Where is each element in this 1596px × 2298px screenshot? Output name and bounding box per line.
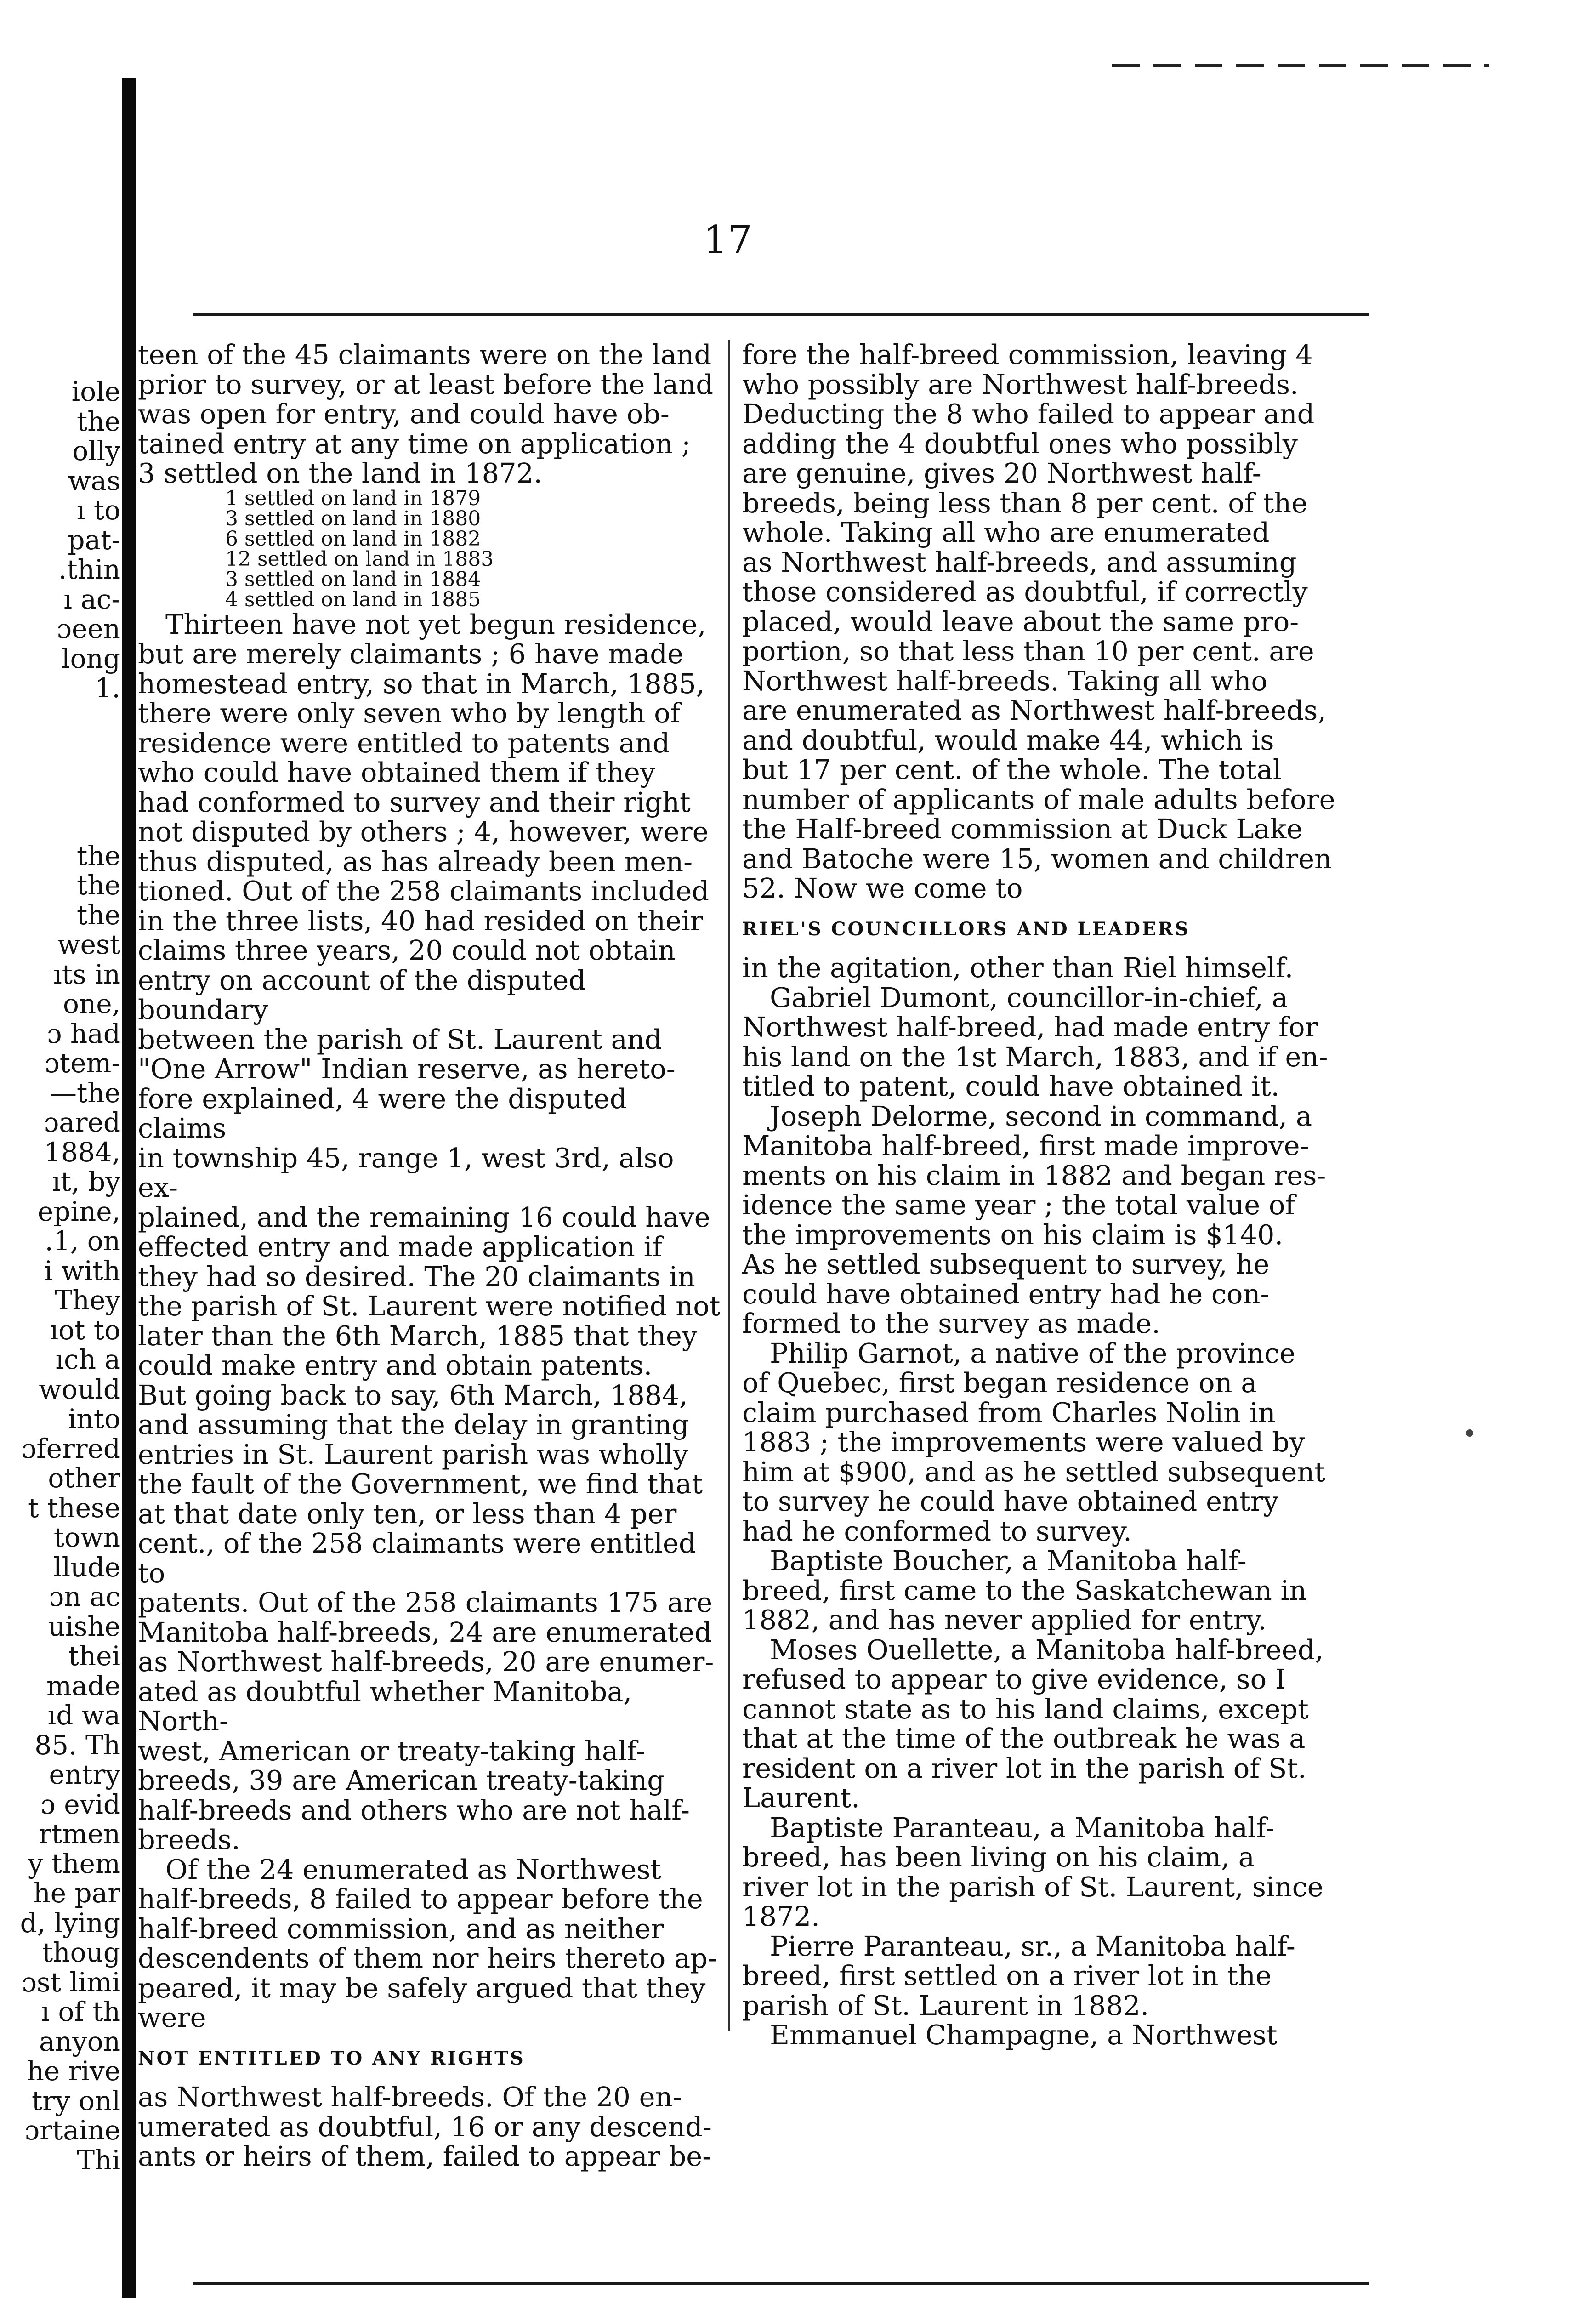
edge-fragment: ɔ evid [40, 1788, 120, 1820]
settlement-item: 12 settled on land in 1883 [225, 547, 494, 571]
right-section-heading: RIEL'S COUNCILLORS AND LEADERS [742, 918, 1190, 940]
edge-fragment: pat- [68, 524, 120, 556]
right-paragraph-10: Emmanuel Champagne, a Northwest [770, 2019, 1278, 2051]
edge-fragment: the [77, 899, 120, 931]
edge-fragment: ıd wa [47, 1700, 120, 1731]
edge-gap [0, 703, 120, 841]
edge-fragment: epine, [37, 1195, 120, 1227]
edge-fragment: uishe [48, 1610, 120, 1642]
edge-fragment: ɔst limi [22, 1966, 120, 1998]
edge-fragment: the [77, 870, 120, 901]
settlement-list [225, 486, 721, 611]
edge-fragment: .thin [58, 554, 120, 585]
left-section-heading: NOT ENTITLED TO ANY RIGHTS [138, 2047, 525, 2069]
edge-fragment: ɔferred [21, 1433, 120, 1464]
right-paragraph-9: Pierre Paranteau, sr., a Manitoba half- breed, first settled on a river lot in the parish of St. Laurent in 1882. [742, 1930, 1295, 2021]
binding-shadow [122, 78, 136, 2298]
edge-fragment: he par [33, 1877, 120, 1909]
edge-fragment: the [77, 405, 120, 437]
edge-fragment: olly [72, 435, 120, 466]
edge-fragment: 85. Th [34, 1729, 120, 1761]
edge-fragment: ıts in [53, 958, 120, 990]
edge-fragment: ɔn ac [49, 1581, 120, 1612]
top-edge-dashes [1112, 64, 1489, 67]
settlement-item: 3 settled on land in 1884 [225, 567, 481, 591]
edge-fragment: try onl [31, 2085, 120, 2116]
left-paragraph-2: Thirteen have not yet begun residence, but are merely claimants ; 6 have made homestead entry, so that in March, 1885, there were only seven who by length of residence were entitled to patents and who could have obtained them if they had conformed to survey and their right not disputed by others ; 4, however, were thus disputed, as has already been men- tioned. Out of the 258 claimants included in the three lists, 40 had resided on their claims three years, 20 could not obtain entry on account of the disputed boundary between the parish of St. Laurent and "One Arrow" Indian reserve, as hereto- fore explained, 4 were the disputed claims in township 45, range 1, west 3rd, also ex- plained, and the remaining 16 could have effected entry and made application if they had so desired. The 20 claimants in the parish of St. Laurent were notified not later than the 6th March, 1885 that they could make entry and obtain patents. But going back to say, 6th March, 1884, and assuming that the delay in granting entries in St. Laurent parish was wholly the fault of the Government, we find that at that date only ten, or less than 4 per cent., of the 258 claimants were entitled to patents. Out of the 258 claimants 175 are Manitoba half-breeds, 24 are enumerated as Northwest half-breeds, 20 are enumer- ated as doubtful whether Manitoba, North- west, American or treaty-taking half- breeds, 39 are American treaty-taking half-breeds and others who are not half- breeds. [138, 608, 721, 1855]
right-paragraph-3: Gabriel Dumont, councillor-in-chief, a Northwest half-breed, had made entry for his land on the 1st March, 1883, and if en- titled to patent, could have obtained it. [742, 981, 1328, 1102]
edge-fragment: ıt, by [52, 1166, 120, 1197]
edge-fragment: into [68, 1403, 120, 1434]
left-paragraph-4: as Northwest half-breeds. Of the 20 en- umerated as doubtful, 16 or any descend- ants or heirs of them, failed to appear be- [138, 2081, 712, 2172]
edge-fragment: They [54, 1285, 120, 1316]
right-paragraph-8: Baptiste Paranteau, a Manitoba half- breed, has been living on his claim, a river lot in the parish of St. Laurent, since 1872. [742, 1811, 1323, 1932]
edge-fragment: 1884, [44, 1136, 120, 1168]
page-number: 17 [703, 217, 752, 262]
edge-fragment: ı to [76, 495, 120, 526]
settlement-item: 6 settled on land in 1882 [225, 527, 481, 551]
edge-fragment: ı of th [41, 1996, 120, 2027]
edge-fragment: ı ac- [63, 583, 120, 615]
edge-fragment: entry [49, 1759, 120, 1790]
edge-fragment: t these [28, 1492, 120, 1524]
edge-fragment: other [48, 1462, 120, 1494]
right-column [742, 340, 1363, 2050]
edge-fragment: ıch a [55, 1344, 120, 1375]
edge-fragment: thei [68, 1640, 120, 1672]
edge-fragment: .1, on [45, 1225, 120, 1257]
edge-fragment: ıot to [50, 1314, 120, 1346]
left-paragraph-3: Of the 24 enumerated as Northwest half-breeds, 8 failed to appear before the half-breed commission, and as neither descendents of them nor heirs thereto ap- peared, it may be safely argued that they were [138, 1853, 717, 2033]
previous-page-edge-text [0, 377, 120, 2175]
edge-fragment: the [77, 840, 120, 871]
edge-fragment: llude [53, 1551, 120, 1583]
edge-fragment: ɔ had [47, 1018, 120, 1049]
column-divider [728, 340, 730, 2031]
edge-fragment: ɔeen [57, 613, 120, 644]
right-paragraph-7: Moses Ouellette, a Manitoba half-breed, refused to appear to give evidence, so I cannot state as to his land claims, except that at the time of the outbreak he was a resident on a river lot in the parish of St. Laurent. [742, 1633, 1324, 1814]
edge-fragment: 1. [95, 672, 120, 704]
edge-fragment: i with [44, 1255, 120, 1286]
edge-fragment: would [39, 1373, 120, 1405]
edge-fragment: he rive [27, 2055, 120, 2087]
edge-fragment: d, lying [20, 1907, 120, 1939]
edge-fragment: Thi [77, 2144, 120, 2175]
footer-rule [193, 2282, 1369, 2285]
ink-speck [1466, 1429, 1473, 1437]
edge-fragment: town [53, 1522, 120, 1553]
edge-fragment: y them [28, 1848, 120, 1879]
edge-fragment: thoug [42, 1937, 120, 1968]
settlement-item: 4 settled on land in 1885 [225, 587, 481, 611]
left-paragraph-1: teen of the 45 claimants were on the land prior to survey, or at least before the land was open for entry, and could have ob- tained entry at any time on application ; 3 settled on the land in 1872. [138, 339, 713, 489]
edge-fragment: was [68, 465, 120, 496]
right-paragraph-4: Joseph Delorme, second in command, a Manitoba half-breed, first made improve- ments on his claim in 1882 and began res- idence the same year ; the total value of the improvements on his claim is $140. As he settled subsequent to survey, he could have obtained entry had he con- formed to the survey as made. [742, 1100, 1326, 1339]
edge-fragment: west [57, 929, 120, 960]
edge-fragment: rtmen [39, 1818, 120, 1849]
right-paragraph-2: in the agitation, other than Riel himself. [742, 952, 1294, 984]
edge-fragment: anyon [39, 2025, 120, 2057]
right-paragraph-6: Baptiste Boucher, a Manitoba half- breed, first came to the Saskatchewan in 1882, and has never applied for entry. [742, 1545, 1307, 1636]
edge-fragment: ɔrtaine [24, 2115, 120, 2146]
right-paragraph-1: fore the half-breed commission, leaving 4 who possibly are Northwest half-breeds. Deducting the 8 who failed to appear and adding the 4 doubtful ones who possibly are genuine, gives 20 Northwest half- breeds, being less than 8 per cent. of the whole. Taking all who are enumerated as Northwest half-breeds, and assuming those considered as doubtful, if correctly placed, would leave about the same pro- portion, so that less than 10 per cent. are Northwest half-breeds. Taking all who are enumerated as Northwest half-breeds, and doubtful, would make 44, which is but 17 per cent. of the whole. The total number of applicants of male adults before the Half-breed commission at Duck Lake and Batoche were 15, women and children 52. Now we come to [742, 339, 1335, 904]
settlement-item: 3 settled on land in 1880 [225, 506, 481, 530]
edge-fragment: iole [71, 377, 120, 407]
edge-fragment: —the [50, 1077, 120, 1109]
right-paragraph-5: Philip Garnot, a native of the province of Quebec, first began residence on a claim purchased from Charles Nolin in 1883 ; the improvements were valued by him at $900, and as he settled subsequent to survey he could have obtained entry had he conformed to survey. [742, 1337, 1325, 1547]
edge-fragment: one, [62, 988, 120, 1019]
edge-fragment: ɔtem- [45, 1047, 120, 1079]
header-rule [193, 313, 1369, 316]
left-column [138, 340, 721, 2172]
settlement-item: 1 settled on land in 1879 [225, 486, 481, 510]
edge-fragment: made [46, 1670, 120, 1701]
edge-fragment: long [62, 643, 120, 674]
edge-fragment: ɔared [44, 1107, 120, 1138]
